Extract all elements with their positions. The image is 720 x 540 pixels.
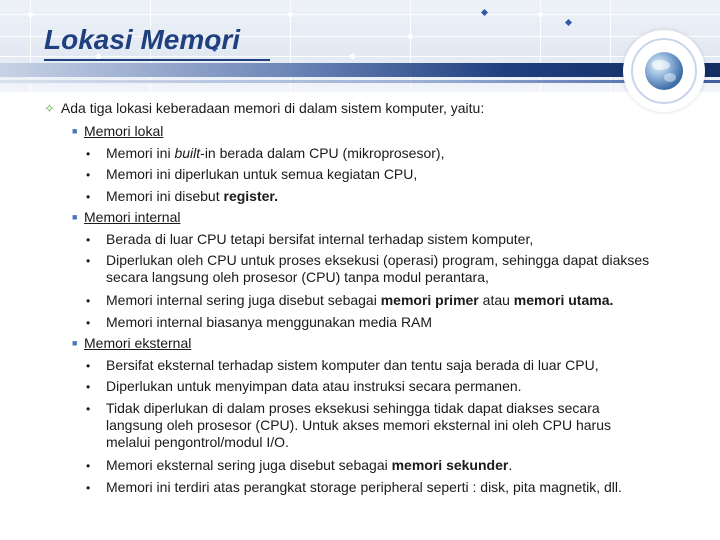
section-heading — [72, 335, 191, 351]
item-text-bold: register. — [223, 188, 278, 204]
item-text: Berada di luar CPU tetapi bersifat internal terhadap sistem komputer, — [106, 231, 534, 247]
header-grid-line — [610, 0, 611, 92]
list-item — [86, 252, 650, 285]
list-item — [86, 188, 278, 204]
header-sparkle — [407, 33, 414, 40]
header-stripe — [0, 63, 720, 77]
dot-bullet-icon: • — [86, 233, 91, 247]
dot-bullet-icon: • — [86, 254, 91, 268]
item-text: Memori ini terdiri atas perangkat storage peripheral seperti : disk, pita magnetik, dll. — [106, 479, 622, 495]
dot-bullet-icon: • — [86, 402, 91, 416]
square-bullet-icon: ■ — [72, 338, 78, 348]
section-heading-text: Memori eksternal — [84, 335, 192, 351]
dot-bullet-icon: • — [86, 359, 91, 373]
dot-bullet-icon: • — [86, 316, 91, 330]
list-item — [86, 400, 611, 450]
item-text: Tidak diperlukan di dalam proses eksekusi sehingga tidak dapat diakses secara langsung oleh prosesor (CPU). Untuk akses memori eksternal ini oleh CPU harus melalui pengontrol/modul I/O. — [106, 400, 611, 450]
dot-bullet-icon: • — [86, 190, 91, 204]
header-grid-line — [0, 56, 720, 57]
item-text: . — [508, 457, 513, 473]
header-sparkle — [27, 11, 34, 18]
globe-land — [652, 60, 670, 70]
intro-text: Ada tiga lokasi keberadaan memori di dalam sistem komputer, yaitu: — [60, 100, 485, 116]
item-text: -in berada dalam CPU (mikroprosesor), — [200, 145, 445, 161]
dot-bullet-icon: • — [86, 481, 91, 495]
list-item — [86, 145, 445, 161]
header-grid-line — [0, 14, 720, 15]
list-item — [86, 231, 534, 247]
header-stripe-thin — [0, 80, 720, 83]
item-text: Memori internal biasanya menggunakan media RAM — [106, 314, 433, 330]
header-sparkle — [565, 19, 572, 26]
list-item — [86, 479, 622, 495]
item-text-bold: memori utama. — [513, 292, 614, 308]
header-grid-line — [410, 0, 411, 92]
item-text: Memori ini — [106, 145, 175, 161]
globe-land — [664, 73, 676, 82]
slide-title: Lokasi Memori — [44, 24, 241, 55]
item-text-italic: built — [174, 145, 201, 161]
item-text: Diperlukan untuk menyimpan data atau instruksi secara permanen. — [106, 378, 522, 394]
item-text: Memori internal sering juga disebut sebagai — [106, 292, 381, 308]
dot-bullet-icon: • — [86, 294, 91, 308]
item-text: Diperlukan oleh CPU untuk proses eksekusi (operasi) program, sehingga dapat diakses secara langsung oleh prosesor (CPU) tanpa modul perantara, — [106, 252, 650, 285]
item-text: atau — [478, 292, 514, 308]
section-heading — [72, 209, 180, 225]
list-item — [86, 457, 513, 473]
item-text-bold: memori sekunder — [391, 457, 509, 473]
dot-bullet-icon: • — [86, 168, 91, 182]
item-text: Bersifat eksternal terhadap sistem komputer dan tentu saja berada di luar CPU, — [106, 357, 599, 373]
list-item — [86, 378, 522, 394]
header-sparkle — [349, 53, 356, 60]
header-sparkle — [287, 11, 294, 18]
header-sparkle — [537, 11, 544, 18]
title-underline — [44, 59, 270, 61]
diamond-bullet-icon: ✧ — [44, 101, 55, 116]
list-item — [86, 357, 599, 373]
item-text: Memori eksternal sering juga disebut sebagai — [106, 457, 392, 473]
list-item — [86, 166, 418, 182]
section-heading-text: Memori internal — [84, 209, 181, 225]
item-text: Memori ini disebut — [106, 188, 224, 204]
dot-bullet-icon: • — [86, 459, 91, 473]
list-item — [86, 314, 433, 330]
square-bullet-icon: ■ — [72, 212, 78, 222]
globe-icon — [645, 52, 683, 90]
intro-line — [44, 100, 484, 117]
item-text: Memori ini diperlukan untuk semua kegiatan CPU, — [106, 166, 418, 182]
dot-bullet-icon: • — [86, 380, 91, 394]
section-heading — [72, 123, 163, 139]
list-item — [86, 292, 614, 308]
item-text-bold: memori primer — [380, 292, 479, 308]
section-heading-text: Memori lokal — [84, 123, 164, 139]
dot-bullet-icon: • — [86, 147, 91, 161]
square-bullet-icon: ■ — [72, 126, 78, 136]
